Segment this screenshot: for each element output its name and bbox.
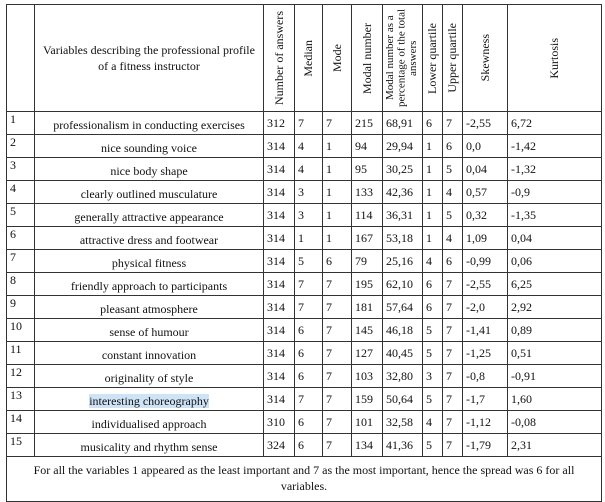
variable-text: professionalism in conducting exercises xyxy=(53,118,245,132)
row-median: 6 xyxy=(295,319,323,342)
row-median: 5 xyxy=(295,250,323,273)
row-upper-quartile: 6 xyxy=(443,250,463,273)
row-modal-number: 127 xyxy=(352,342,383,365)
row-kurtosis: 0,04 xyxy=(508,227,602,250)
row-median: 4 xyxy=(295,135,323,158)
variable-text: musicality and rhythm sense xyxy=(80,440,218,454)
row-upper-quartile: 5 xyxy=(443,158,463,181)
row-skewness: 0,32 xyxy=(463,204,508,227)
row-index: 11 xyxy=(7,342,35,365)
variable-text: friendly approach to participants xyxy=(70,279,228,293)
row-index: 9 xyxy=(7,296,35,319)
row-index: 1 xyxy=(7,112,35,135)
row-modal-number: 134 xyxy=(352,434,383,457)
row-upper-quartile: 7 xyxy=(443,273,463,296)
row-upper-quartile: 7 xyxy=(443,319,463,342)
row-mode: 6 xyxy=(323,250,352,273)
row-median: 3 xyxy=(295,204,323,227)
row-modal-pct: 50,64 xyxy=(383,388,423,411)
row-index: 6 xyxy=(7,227,35,250)
row-modal-number: 103 xyxy=(352,365,383,388)
variable-text: constant innovation xyxy=(101,348,197,362)
table-row-6 xyxy=(7,227,602,250)
lower-quartile-header: Lower quartile xyxy=(423,5,443,112)
row-median: 6 xyxy=(295,365,323,388)
row-index: 4 xyxy=(7,181,35,204)
table-row-11 xyxy=(7,342,602,365)
row-kurtosis: 6,25 xyxy=(508,273,602,296)
row-skewness: -2,55 xyxy=(463,112,508,135)
table-row-5 xyxy=(7,204,602,227)
row-lower-quartile: 6 xyxy=(423,112,443,135)
variable-text: clearly outlined musculature xyxy=(80,187,218,201)
row-kurtosis: 0,51 xyxy=(508,342,602,365)
row-variable xyxy=(35,273,264,296)
row-lower-quartile: 6 xyxy=(423,273,443,296)
variable-text: attractive dress and footwear xyxy=(79,233,219,247)
row-kurtosis: 0,89 xyxy=(508,319,602,342)
row-modal-pct: 68,91 xyxy=(383,112,423,135)
row-median: 6 xyxy=(295,342,323,365)
row-index: 8 xyxy=(7,273,35,296)
row-answers: 314 xyxy=(264,227,295,250)
row-modal-number: 181 xyxy=(352,296,383,319)
row-answers: 314 xyxy=(264,158,295,181)
row-mode: 7 xyxy=(323,273,352,296)
table-row-4 xyxy=(7,181,602,204)
row-skewness: -0,99 xyxy=(463,250,508,273)
row-skewness: -1,12 xyxy=(463,411,508,434)
row-index: 5 xyxy=(7,204,35,227)
variable-text: individualised approach xyxy=(91,417,207,431)
kurtosis-header: Kurtosis xyxy=(508,5,602,112)
row-kurtosis: -0,9 xyxy=(508,181,602,204)
index-header xyxy=(7,5,35,112)
row-index: 2 xyxy=(7,135,35,158)
row-upper-quartile: 4 xyxy=(443,227,463,250)
row-modal-number: 114 xyxy=(352,204,383,227)
row-variable xyxy=(35,181,264,204)
row-mode: 1 xyxy=(323,204,352,227)
row-modal-pct: 36,31 xyxy=(383,204,423,227)
row-index: 7 xyxy=(7,250,35,273)
row-lower-quartile: 6 xyxy=(423,296,443,319)
table-row-12 xyxy=(7,365,602,388)
row-kurtosis: 2,92 xyxy=(508,296,602,319)
row-lower-quartile: 4 xyxy=(423,411,443,434)
table-row-15 xyxy=(7,434,602,457)
row-modal-number: 101 xyxy=(352,411,383,434)
row-median: 6 xyxy=(295,434,323,457)
row-upper-quartile: 7 xyxy=(443,342,463,365)
row-mode: 7 xyxy=(323,319,352,342)
row-median: 6 xyxy=(295,411,323,434)
row-modal-number: 79 xyxy=(352,250,383,273)
row-answers: 314 xyxy=(264,319,295,342)
skewness-header: Skewness xyxy=(463,5,508,112)
variable-text: interesting choreography xyxy=(89,394,209,408)
modal-number-header: Modal number xyxy=(352,5,383,112)
row-kurtosis: 0,06 xyxy=(508,250,602,273)
row-mode: 1 xyxy=(323,158,352,181)
row-variable xyxy=(35,388,264,411)
row-variable xyxy=(35,434,264,457)
row-skewness: -2,55 xyxy=(463,273,508,296)
row-variable xyxy=(35,250,264,273)
table-row-9 xyxy=(7,296,602,319)
row-answers: 314 xyxy=(264,388,295,411)
row-skewness: 0,57 xyxy=(463,181,508,204)
row-variable xyxy=(35,342,264,365)
table-row-8 xyxy=(7,273,602,296)
row-upper-quartile: 5 xyxy=(443,204,463,227)
mode-header: Mode xyxy=(323,5,352,112)
footer-note: For all the variables 1 appeared as the least important and 7 as the most important, hence the spread was 6 for all variables. xyxy=(7,457,602,502)
row-modal-pct: 53,18 xyxy=(383,227,423,250)
row-answers: 314 xyxy=(264,296,295,319)
answers-header: Number of answers xyxy=(264,5,295,112)
row-mode: 1 xyxy=(323,181,352,204)
row-modal-number: 95 xyxy=(352,158,383,181)
row-upper-quartile: 7 xyxy=(443,388,463,411)
row-modal-number: 215 xyxy=(352,112,383,135)
row-skewness: -1,25 xyxy=(463,342,508,365)
row-upper-quartile: 7 xyxy=(443,411,463,434)
row-kurtosis: -1,32 xyxy=(508,158,602,181)
row-variable xyxy=(35,227,264,250)
row-index: 10 xyxy=(7,319,35,342)
variable-text: originality of style xyxy=(104,371,194,385)
row-modal-number: 167 xyxy=(352,227,383,250)
row-modal-pct: 42,36 xyxy=(383,181,423,204)
table-row-3 xyxy=(7,158,602,181)
row-skewness: 1,09 xyxy=(463,227,508,250)
row-lower-quartile: 5 xyxy=(423,319,443,342)
row-upper-quartile: 4 xyxy=(443,181,463,204)
row-lower-quartile: 1 xyxy=(423,181,443,204)
row-modal-number: 94 xyxy=(352,135,383,158)
row-answers: 314 xyxy=(264,273,295,296)
row-mode: 1 xyxy=(323,135,352,158)
row-median: 7 xyxy=(295,388,323,411)
row-modal-pct: 62,10 xyxy=(383,273,423,296)
row-upper-quartile: 7 xyxy=(443,296,463,319)
row-answers: 314 xyxy=(264,250,295,273)
row-modal-pct: 32,80 xyxy=(383,365,423,388)
row-modal-pct: 41,36 xyxy=(383,434,423,457)
row-modal-pct: 25,16 xyxy=(383,250,423,273)
row-kurtosis: 1,60 xyxy=(508,388,602,411)
header-row xyxy=(7,5,602,112)
row-median: 4 xyxy=(295,158,323,181)
row-kurtosis: -0,91 xyxy=(508,365,602,388)
variable-text: physical fitness xyxy=(111,256,187,270)
row-lower-quartile: 3 xyxy=(423,365,443,388)
row-kurtosis: 2,31 xyxy=(508,434,602,457)
row-median: 7 xyxy=(295,112,323,135)
row-upper-quartile: 7 xyxy=(443,365,463,388)
table-row-13 xyxy=(7,388,602,411)
variable-text: sense of humour xyxy=(109,325,189,339)
variable-text: generally attractive appearance xyxy=(74,210,224,224)
row-lower-quartile: 4 xyxy=(423,250,443,273)
row-skewness: 0,0 xyxy=(463,135,508,158)
statistics-table xyxy=(6,4,602,502)
row-skewness: -1,7 xyxy=(463,388,508,411)
row-variable xyxy=(35,158,264,181)
row-answers: 314 xyxy=(264,181,295,204)
row-index: 13 xyxy=(7,388,35,411)
row-mode: 7 xyxy=(323,296,352,319)
table-row-2 xyxy=(7,135,602,158)
row-lower-quartile: 1 xyxy=(423,135,443,158)
row-variable xyxy=(35,365,264,388)
row-modal-pct: 32,58 xyxy=(383,411,423,434)
median-header: Median xyxy=(295,5,323,112)
row-mode: 7 xyxy=(323,112,352,135)
row-modal-number: 145 xyxy=(352,319,383,342)
row-answers: 314 xyxy=(264,342,295,365)
row-mode: 7 xyxy=(323,365,352,388)
row-index: 14 xyxy=(7,411,35,434)
row-variable xyxy=(35,411,264,434)
variable-text: nice sounding voice xyxy=(101,141,197,155)
variable-text: pleasant atmosphere xyxy=(100,302,198,316)
row-lower-quartile: 5 xyxy=(423,434,443,457)
row-modal-pct: 30,25 xyxy=(383,158,423,181)
modal-pct-header: Modal number as a percentage of the total answers xyxy=(383,5,423,112)
row-modal-pct: 40,45 xyxy=(383,342,423,365)
row-skewness: 0,04 xyxy=(463,158,508,181)
row-lower-quartile: 1 xyxy=(423,227,443,250)
row-variable xyxy=(35,135,264,158)
row-mode: 7 xyxy=(323,388,352,411)
row-kurtosis: -1,42 xyxy=(508,135,602,158)
row-modal-number: 195 xyxy=(352,273,383,296)
row-median: 7 xyxy=(295,296,323,319)
table-row-1 xyxy=(7,112,602,135)
row-answers: 312 xyxy=(264,112,295,135)
row-kurtosis: 6,72 xyxy=(508,112,602,135)
row-index: 12 xyxy=(7,365,35,388)
row-mode: 7 xyxy=(323,342,352,365)
row-modal-number: 133 xyxy=(352,181,383,204)
row-answers: 314 xyxy=(264,204,295,227)
row-index: 15 xyxy=(7,434,35,457)
row-skewness: -1,41 xyxy=(463,319,508,342)
row-lower-quartile: 5 xyxy=(423,342,443,365)
variable-text: nice body shape xyxy=(110,164,188,178)
row-upper-quartile: 7 xyxy=(443,434,463,457)
row-modal-pct: 57,64 xyxy=(383,296,423,319)
row-mode: 1 xyxy=(323,227,352,250)
row-median: 1 xyxy=(295,227,323,250)
row-skewness: -2,0 xyxy=(463,296,508,319)
row-skewness: -1,79 xyxy=(463,434,508,457)
row-variable xyxy=(35,296,264,319)
table-row-7 xyxy=(7,250,602,273)
row-kurtosis: -0,08 xyxy=(508,411,602,434)
row-variable xyxy=(35,204,264,227)
table-row-10 xyxy=(7,319,602,342)
row-lower-quartile: 5 xyxy=(423,388,443,411)
row-median: 3 xyxy=(295,181,323,204)
row-answers: 310 xyxy=(264,411,295,434)
row-variable xyxy=(35,319,264,342)
row-upper-quartile: 6 xyxy=(443,135,463,158)
table-row-14 xyxy=(7,411,602,434)
row-lower-quartile: 1 xyxy=(423,204,443,227)
row-modal-number: 159 xyxy=(352,388,383,411)
row-modal-pct: 29,94 xyxy=(383,135,423,158)
variables-header: Variables describing the professional profile of a fitness instructor xyxy=(35,5,264,112)
row-mode: 7 xyxy=(323,411,352,434)
row-variable xyxy=(35,112,264,135)
footer-row xyxy=(7,457,602,502)
row-lower-quartile: 1 xyxy=(423,158,443,181)
row-kurtosis: -1,35 xyxy=(508,204,602,227)
row-median: 7 xyxy=(295,273,323,296)
row-index: 3 xyxy=(7,158,35,181)
row-answers: 314 xyxy=(264,365,295,388)
row-answers: 314 xyxy=(264,135,295,158)
row-skewness: -0,8 xyxy=(463,365,508,388)
row-upper-quartile: 7 xyxy=(443,112,463,135)
row-modal-pct: 46,18 xyxy=(383,319,423,342)
row-answers: 324 xyxy=(264,434,295,457)
row-mode: 7 xyxy=(323,434,352,457)
upper-quartile-header: Upper quartile xyxy=(443,5,463,112)
